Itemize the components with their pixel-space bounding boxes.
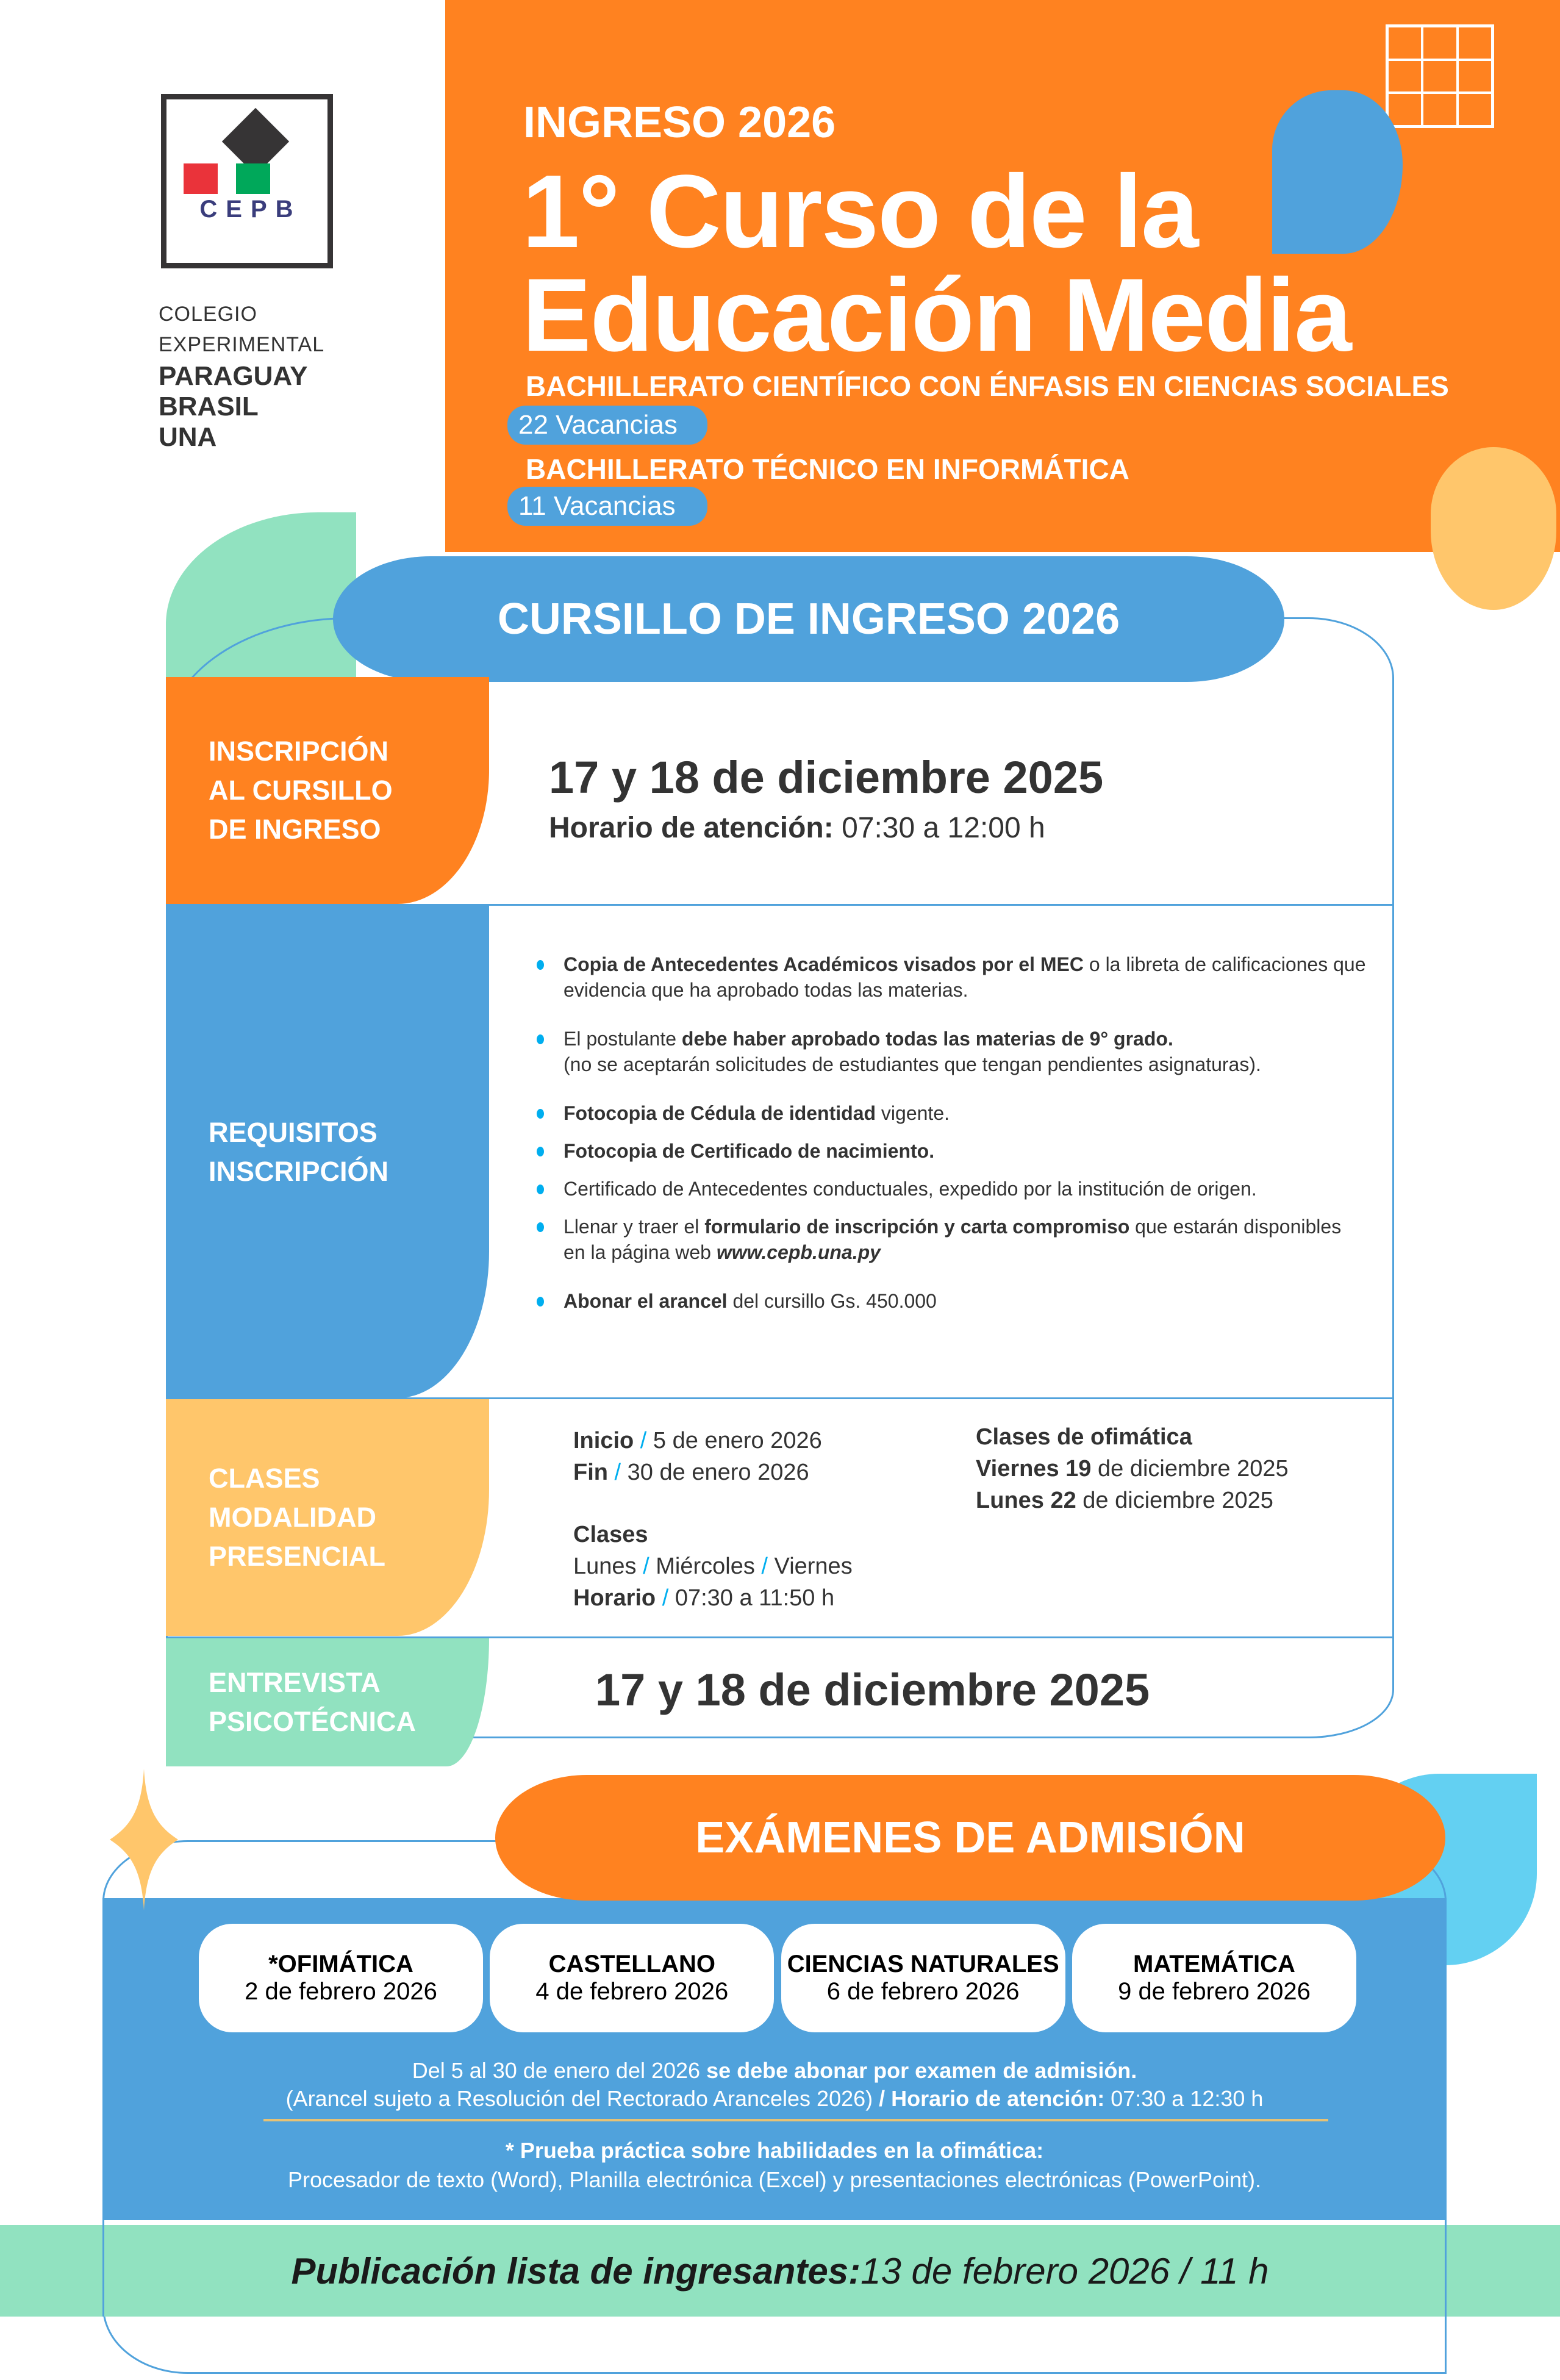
req-text: Llenar y traer el bbox=[564, 1216, 705, 1238]
clases-schedule bbox=[573, 1519, 853, 1614]
card-edge bbox=[1445, 2225, 1447, 2317]
requirement-item bbox=[537, 1026, 1366, 1077]
requisitos-label bbox=[166, 906, 489, 1398]
publication-label: Publicación lista de ingresantes: bbox=[291, 2250, 861, 2292]
req-bold: Fotocopia de Cédula de identidad bbox=[564, 1102, 876, 1124]
req-bold: Copia de Antecedentes Académicos visados por el MEC bbox=[564, 953, 1084, 975]
track-name: BACHILLERATO TÉCNICO EN INFORMÁTICA bbox=[526, 453, 1129, 485]
requirement-item bbox=[537, 1214, 1366, 1265]
exam-card bbox=[490, 1924, 774, 2032]
label-line: MODALIDAD bbox=[209, 1502, 376, 1533]
day: Miércoles bbox=[656, 1554, 755, 1579]
logo-text: CEPB bbox=[199, 196, 302, 223]
separator: / bbox=[662, 1585, 669, 1611]
entrevista-date: 17 y 18 de diciembre 2025 bbox=[595, 1665, 1150, 1715]
req-text: (no se aceptarán solicitudes de estudiantes que tengan pendientes asignaturas). bbox=[564, 1053, 1261, 1075]
req-text: que estarán disponibles en la página web bbox=[564, 1216, 1342, 1263]
fee-hours: 07:30 a 12:30 h bbox=[1104, 2086, 1264, 2111]
bullet-icon bbox=[537, 960, 544, 970]
req-bold: Fotocopia de Certificado de nacimiento. bbox=[564, 1140, 935, 1162]
horario-row bbox=[573, 1582, 853, 1614]
fee-text: (Arancel sujeto a Resolución del Rectorado Aranceles 2026) bbox=[285, 2086, 879, 2111]
logo-green-square-icon bbox=[236, 163, 270, 194]
req-text: del cursillo Gs. 450.000 bbox=[727, 1290, 937, 1312]
label-line: PSICOTÉCNICA bbox=[209, 1706, 417, 1737]
inscripcion-label bbox=[166, 677, 489, 904]
bullet-icon bbox=[537, 1034, 544, 1044]
separator: / bbox=[614, 1460, 621, 1485]
inscripcion-date: 17 y 18 de diciembre 2025 bbox=[549, 752, 1104, 803]
exam-name: CASTELLANO bbox=[548, 1951, 715, 1977]
separator: / bbox=[640, 1428, 647, 1453]
exam-date: 9 de febrero 2026 bbox=[1118, 1978, 1311, 2005]
hero-title-line: 1° Curso de la bbox=[522, 154, 1198, 270]
day: Lunes bbox=[573, 1554, 637, 1579]
fin-label: Fin bbox=[573, 1460, 608, 1485]
school-line: EXPERIMENTAL bbox=[159, 333, 325, 356]
exam-name: *OFIMÁTICA bbox=[268, 1951, 413, 1977]
card-edge bbox=[102, 2225, 104, 2317]
req-bold: debe haber aprobado todas las materias de 9° grado. bbox=[681, 1028, 1173, 1050]
yellow-pill-decoration bbox=[1431, 447, 1556, 610]
publication-banner bbox=[0, 2225, 1560, 2317]
cursillo-heading: CURSILLO DE INGRESO 2026 bbox=[333, 556, 1284, 682]
sparkle-icon bbox=[110, 1769, 178, 1910]
req-text: El postulante bbox=[564, 1028, 682, 1050]
label-line: INSCRIPCIÓN bbox=[209, 1155, 389, 1187]
exam-list bbox=[199, 1924, 1356, 2032]
inicio-row bbox=[573, 1425, 822, 1457]
clases-dates bbox=[573, 1425, 822, 1488]
exam-card bbox=[199, 1924, 483, 2032]
school-name bbox=[159, 299, 324, 454]
req-text: vigente. bbox=[876, 1102, 950, 1124]
fee-text: Del 5 al 30 de enero del 2026 bbox=[412, 2058, 707, 2083]
fin-value: 30 de enero 2026 bbox=[627, 1460, 809, 1485]
website-link[interactable]: www.cepb.una.py bbox=[716, 1241, 881, 1263]
inicio-value: 5 de enero 2026 bbox=[653, 1428, 822, 1453]
date-text: de diciembre 2025 bbox=[1091, 1456, 1289, 1482]
label-line: INSCRIPCIÓN bbox=[209, 736, 389, 767]
hours-label: Horario de atención: bbox=[549, 812, 834, 844]
day-bold: Viernes 19 bbox=[976, 1456, 1092, 1482]
label-line: ENTREVISTA bbox=[209, 1667, 381, 1698]
ofimatica-note bbox=[102, 2136, 1447, 2195]
clases-label bbox=[166, 1399, 489, 1636]
horario-value: 07:30 a 11:50 h bbox=[674, 1585, 835, 1611]
hero-title-line: Educación Media bbox=[522, 257, 1351, 373]
inscripcion-hours bbox=[549, 811, 1045, 845]
requirement-item bbox=[537, 952, 1366, 1003]
fee-bold: se debe abonar por examen de admisión. bbox=[706, 2058, 1137, 2083]
separator: / bbox=[643, 1554, 649, 1579]
requirement-item bbox=[537, 1176, 1366, 1202]
label-line: PRESENCIAL bbox=[209, 1541, 386, 1572]
school-line: PARAGUAY bbox=[159, 361, 308, 391]
req-text: o la libreta de calificaciones que evidencia que ha aprobado todas las materias. bbox=[564, 953, 1366, 1001]
bullet-icon bbox=[537, 1185, 544, 1194]
ofimatica-date bbox=[976, 1453, 1289, 1485]
bullet-icon bbox=[537, 1297, 544, 1306]
exam-card bbox=[1072, 1924, 1356, 2032]
req-text: Certificado de Antecedentes conductuales, expedido por la institución de origen. bbox=[564, 1178, 1257, 1200]
ofimatica-title: Clases de ofimática bbox=[976, 1424, 1192, 1450]
req-bold: Abonar el arancel bbox=[564, 1290, 728, 1312]
cepb-logo bbox=[161, 94, 333, 268]
bullet-icon bbox=[537, 1147, 544, 1156]
label-line: REQUISITOS bbox=[209, 1116, 377, 1148]
exams-heading: EXÁMENES DE ADMISIÓN bbox=[495, 1775, 1445, 1901]
exam-date: 4 de febrero 2026 bbox=[535, 1978, 729, 2005]
horario-label: Horario bbox=[573, 1585, 656, 1611]
days-row bbox=[573, 1550, 853, 1582]
fee-bold: / Horario de atención: bbox=[879, 2086, 1105, 2111]
entrevista-label bbox=[166, 1638, 489, 1766]
fin-row bbox=[573, 1457, 822, 1488]
hero-kicker: INGRESO 2026 bbox=[523, 98, 836, 147]
divider bbox=[263, 2119, 1328, 2121]
requirement-item bbox=[537, 1288, 1366, 1314]
exam-fee-note bbox=[102, 2057, 1447, 2113]
ofimatica-classes bbox=[976, 1421, 1289, 1516]
vacancies-badge: 11 Vacancias bbox=[507, 487, 707, 526]
exam-date: 6 de febrero 2026 bbox=[826, 1978, 1020, 2005]
exam-card bbox=[781, 1924, 1065, 2032]
ofimatica-date bbox=[976, 1485, 1289, 1516]
exam-date: 2 de febrero 2026 bbox=[245, 1978, 437, 2005]
requirement-item bbox=[537, 1138, 1366, 1164]
requirement-item bbox=[537, 1100, 1366, 1126]
ofimatica-note-title: * Prueba práctica sobre habilidades en la ofimática: bbox=[505, 2138, 1044, 2163]
hours-value: 07:30 a 12:00 h bbox=[833, 812, 1045, 844]
req-bold: formulario de inscripción y carta compromiso bbox=[704, 1216, 1130, 1238]
track-name: BACHILLERATO CIENTÍFICO CON ÉNFASIS EN CIENCIAS SOCIALES bbox=[526, 370, 1449, 402]
label-line: AL CURSILLO bbox=[209, 775, 393, 806]
hero-title bbox=[522, 154, 1351, 373]
bullet-icon bbox=[537, 1109, 544, 1119]
separator: / bbox=[761, 1554, 768, 1579]
date-text: de diciembre 2025 bbox=[1076, 1488, 1273, 1513]
school-line: UNA bbox=[159, 422, 217, 452]
day: Viernes bbox=[774, 1554, 853, 1579]
label-line: DE INGRESO bbox=[209, 814, 381, 845]
inicio-label: Inicio bbox=[573, 1428, 634, 1453]
clases-subtitle: Clases bbox=[573, 1522, 648, 1547]
logo-red-square-icon bbox=[184, 163, 218, 194]
requirements-list bbox=[537, 952, 1366, 1326]
bullet-icon bbox=[537, 1222, 544, 1232]
vacancies-badge: 22 Vacancias bbox=[507, 406, 707, 445]
publication-value: 13 de febrero 2026 / 11 h bbox=[861, 2250, 1269, 2292]
exam-name: MATEMÁTICA bbox=[1133, 1951, 1295, 1977]
exam-name: CIENCIAS NATURALES bbox=[787, 1951, 1059, 1977]
day-bold: Lunes 22 bbox=[976, 1488, 1076, 1513]
school-line: COLEGIO bbox=[159, 303, 257, 326]
label-line: CLASES bbox=[209, 1463, 320, 1494]
grid-decoration bbox=[1386, 24, 1494, 128]
ofimatica-note-text: Procesador de texto (Word), Planilla electrónica (Excel) y presentaciones electrónicas (PowerPoint). bbox=[287, 2167, 1262, 2192]
school-line: BRASIL bbox=[159, 392, 259, 421]
